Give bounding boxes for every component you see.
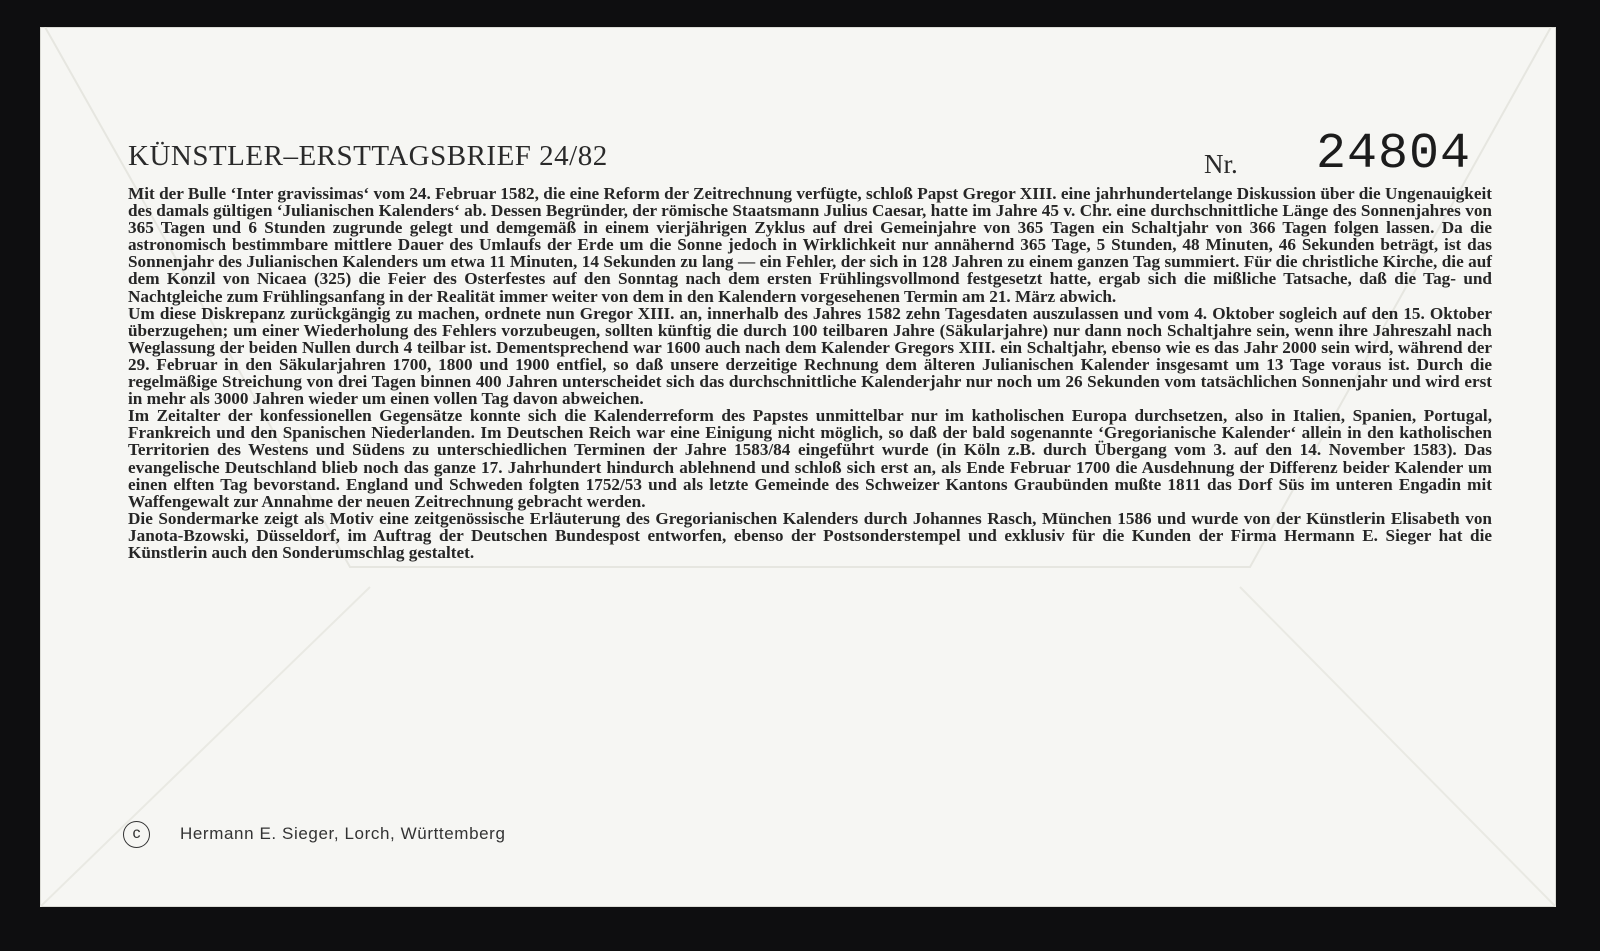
copyright-icon: [123, 821, 150, 848]
footer: [123, 819, 506, 849]
body-text: [128, 185, 1492, 561]
serial-number: 24804: [1316, 126, 1472, 183]
envelope-back: [40, 27, 1556, 907]
publisher-credit: Hermann E. Sieger, Lorch, Württemberg: [180, 824, 506, 843]
paragraph-diskrepanz: Um diese Diskrepanz zurückgängig zu machen, ordnete nun Gregor XIII. an, innerhalb des Jahres 1582 zehn Tagesdaten auszulassen und vom 4. Oktober sogleich auf den 15. Oktober überzugehen; um einer Wiederholung des Fehlers vorzubeugen, sollten künftig die durch 100 teilbaren Jahre (Säkularjahre) nur dann noch Schaltjahre sein, wenn ihre Jahreszahl nach Weglassung der beiden Nullen durch 4 teilbar ist. Dementsprechend war 1600 auch nach dem Kalender Gregors XIII. ein Schaltjahr, ebenso wie es das Jahr 2000 sein wird, während der 29. Februar in den Säkularjahren 1700, 1800 und 1900 entfiel, so daß unsere derzeitige Rechnung dem älteren Julianischen Kalender insgesamt um 13 Tage voraus ist. Durch die regelmäßige Streichung von drei Tagen binnen 400 Jahren unterscheidet sich das durchschnittliche Kalenderjahr nur noch um 26 Sekunden vom tatsächlichen Sonnenjahr und wird erst in mehr als 3000 Jahren wieder um einen vollen Tag davon abweichen.: [128, 303, 1492, 409]
number-label: Nr.: [1204, 149, 1238, 179]
page-title: KÜNSTLER–ERSTTAGSBRIEF 24/82: [128, 140, 608, 172]
paragraph-konfessionen: Im Zeitalter der konfessionellen Gegensätze konnte sich die Kalenderreform des Papstes unmittelbar nur im katholischen Europa durchsetzen, also in Italien, Spanien, Portugal, Frankreich und den Spanischen Niederlanden. Im Deutschen Reich war eine Einigung nicht möglich, so daß der bald sogenannte ‘Gregorianische Kalender‘ allein in den katholischen Territorien des Westens und Südens zu unterschiedlichen Terminen der Jahre 1583/84 eingeführt wurde (in Köln z.B. durch Übergang vom 3. auf den 14. November 1583). Das evangelische Deutschland blieb noch das ganze 17. Jahrhundert hindurch ablehnend und schloß sich erst an, als Ende Februar 1700 die Ausdehnung der Differenz beider Kalender um einen elften Tag bevorstand. England und Schweden folgten 1752/53 und als letzte Gemeinde des Schweizer Kantons Graubünden mußte 1811 das Dorf Süs im unteren Engadin mit Waffengewalt zur Annahme der neuen Zeitrechnung gebracht werden.: [128, 406, 1492, 511]
header: [128, 112, 1472, 183]
paragraph-sondermarke: Die Sondermarke zeigt als Motiv eine zeitgenössische Erläuterung des Gregorianischen Kalenders durch Johannes Rasch, München 1586 und wurde von der Künstlerin Elisabeth von Janota-Bzowski, Düsseldorf, im Auftrag der Deutschen Bundespost entworfen, ebenso der Postsonderstempel und exklusiv für die Kunden der Firma Hermann E. Sieger hat die Künstlerin auch den Sonderumschlag gestaltet.: [128, 508, 1492, 562]
copyright-symbol: c: [132, 825, 141, 842]
paragraph-bulle: Mit der Bulle ‘Inter gravissimas‘ vom 24. Februar 1582, die eine Reform der Zeitrechnung verfügte, schloß Papst Gregor XIII. eine jahrhundertelange Diskussion über die Ungenauigkeit des damals gültigen ‘Julianischen Kalenders‘ ab. Dessen Begründer, der römische Staatsmann Julius Caesar, hatte im Jahre 45 v. Chr. eine durchschnittliche Länge des Sonnenjahres von 365 Tagen und 6 Stunden zugrunde gelegt und demgemäß in einem vierjährigen Zyklus auf drei Gemeinjahre von 365 Tagen ein Schaltjahr von 366 Tagen folgen lassen. Da die astronomisch bestimmbare mittlere Dauer des Umlaufs der Erde um die Sonne jedoch in Wirklichkeit nur annähernd 365 Tage, 5 Stunden, 48 Minuten, 46 Sekunden beträgt, ist das Sonnenjahr des Julianischen Kalenders um etwa 11 Minuten, 14 Sekunden zu lang — ein Fehler, der sich in 128 Jahren zu einem ganzen Tag summiert. Für die christliche Kirche, die auf dem Konzil von Nicaea (325) die Feier des Osterfestes auf den Sonntag nach dem ersten Frühlingsvollmond festgesetzt hatte, ergab sich die mißliche Tatsache, daß die Tag- und Nachtgleiche zum Frühlingsanfang in der Realität immer weiter von dem in den Kalendern vorgesehenen Termin am 21. März abwich.: [128, 184, 1492, 306]
